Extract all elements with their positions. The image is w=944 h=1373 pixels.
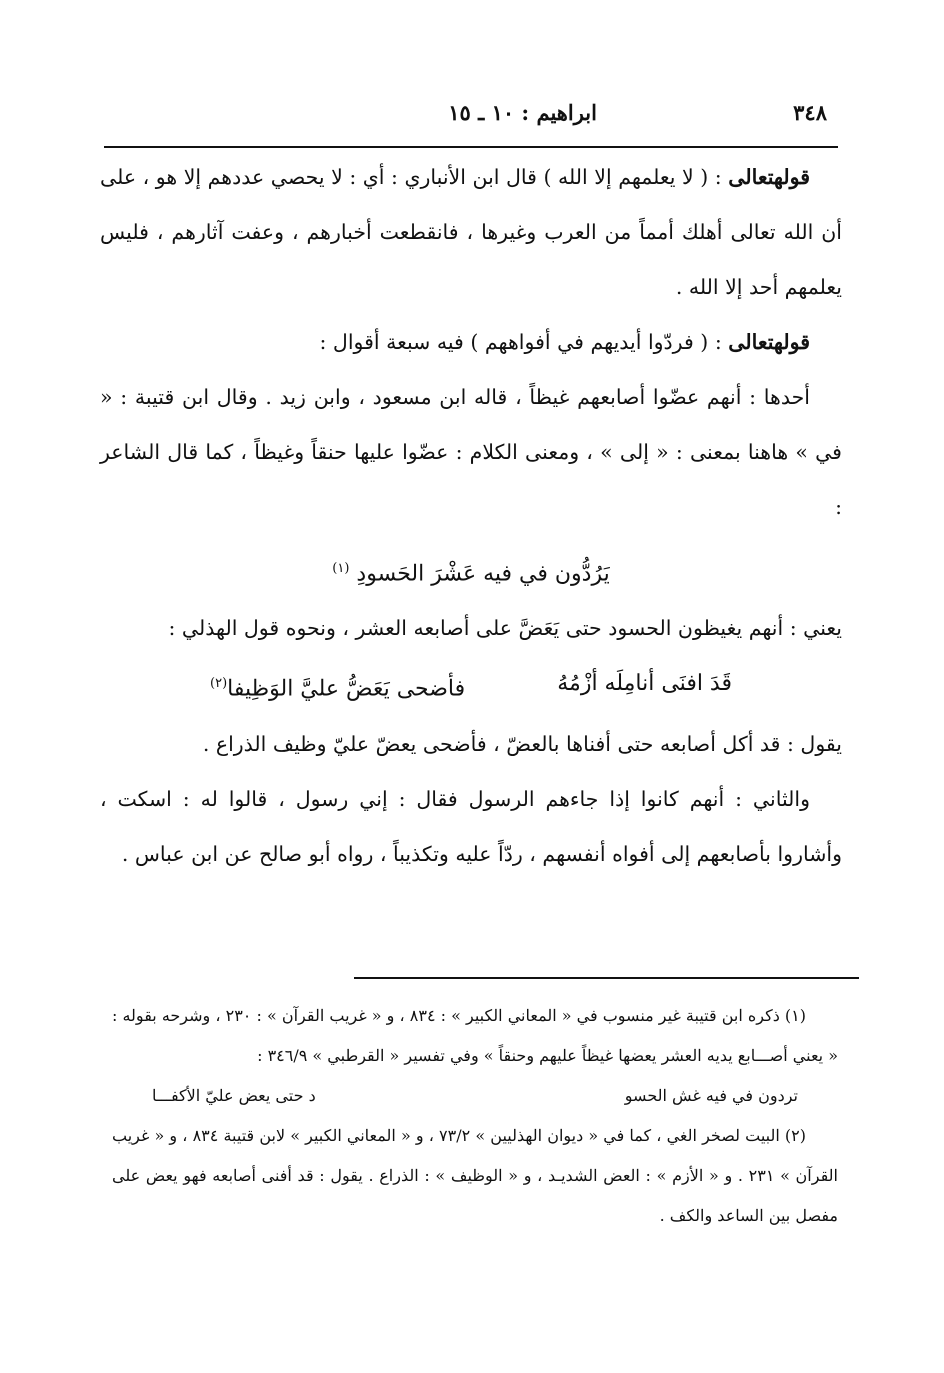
footnote-verse [112, 1076, 838, 1116]
footnote-marker-2: (٢) [210, 676, 228, 692]
verse-1 [100, 541, 842, 601]
paragraph-text: : ( فردّوا أيديهم في أفواههم ) فيه سبعة أقوال : [319, 330, 729, 354]
verse-text: فأضحى يَعَضُّ عليَّ الوَظِيفا [227, 676, 466, 702]
paragraph-keyword: قولهتعالى [728, 330, 810, 354]
verse-hemistich-left [210, 656, 465, 716]
footnote-2: (٢) البيت لصخر الغي ، كما في « ديوان الهذليين » ٧٣/٢ ، و « المعاني الكبير » لابن قتيبة ٨٣٤ ، و « غريب القرآن » ٢٣١ . و « الأزم » : العض الشديـد ، و « الوظيف » : الذراع . يقول : قد أفنى أصابعه فهو يعض على مفصل بين الساعد والكف . [112, 1126, 838, 1225]
footnotes [112, 996, 838, 1236]
paragraph-6: والثاني : أنهم كانوا إذا جاءهم الرسول فقال : إني رسول ، قالوا له : اسكت ، وأشاروا بأصابعهم إلى أفواه أنفسهم ، ردّاً عليه وتكذيباً ، رواه أبو صالح عن ابن عباس . [100, 786, 842, 866]
paragraph-5: يقول : قد أكل أصابعه حتى أفناها بالعضّ ، فأضحى يعضّ عليّ وظيف الذراع . [202, 731, 842, 756]
paragraph-1 [100, 150, 842, 315]
running-title: ابراهيم : ١٠ ـ ١٥ [448, 100, 597, 125]
footnote-1: (١) ذكره ابن قتيبة غير منسوب في « المعاني الكبير » : ٨٣٤ ، و « غريب القرآن » : ٢٣٠ ، وشرحه بقوله : « يعني أصـــابع يديه العشر يعضها غيظاً عليهم وحنقاً » وفي تفسير « القرطبي » ٣٤٦/٩ : [112, 1006, 838, 1065]
header-rule [104, 146, 838, 148]
footnote-rule [354, 977, 859, 979]
paragraph-3: أحدها : أنهم عضّوا أصابعهم غيظاً ، قاله ابن مسعود ، وابن زيد . وقال ابن قتيبة : « في » هاهنا بمعنى : « إلى » ، ومعنى الكلام : عضّوا عليها حنقاً وغيظاً ، كما قال الشاعر : [100, 385, 842, 519]
page-header [112, 100, 827, 136]
main-text [100, 150, 842, 882]
paragraph-2 [100, 315, 842, 370]
verse-hemistich-right: قَدَ افنَى أنامِلَه أزْمُهُ [557, 671, 732, 697]
verse-2 [100, 656, 842, 716]
footnote-verse-left: د حتى يعض عليّ الأكفـــا [152, 1086, 316, 1105]
paragraph-keyword: قولهتعالى [728, 165, 810, 189]
paragraph-4: يعني : أنهم يغيظون الحسود حتى يَعَضَّ على أصابعه العشر ، ونحوه قول الهذلي : [168, 616, 842, 641]
paragraph-text: : ( لا يعلمهم إلا الله ) قال ابن الأنباري : أي : لا يحصي عددهم إلا هو ، على أن الله تعالى أهلك أمماً من العرب وغيرها ، فانقطعت أخبارهم ، وعفت آثارهم ، فليس يعلمهم أحد إلا الله . [100, 165, 842, 299]
verse-text: يَرُدُّون في فيه عَشْرَ الحَسودِ [356, 561, 610, 587]
footnote-verse-right: تردون في فيه غش الحسو [624, 1086, 798, 1105]
page-number: ٣٤٨ [793, 100, 827, 125]
footnote-marker-1: (١) [332, 561, 350, 576]
